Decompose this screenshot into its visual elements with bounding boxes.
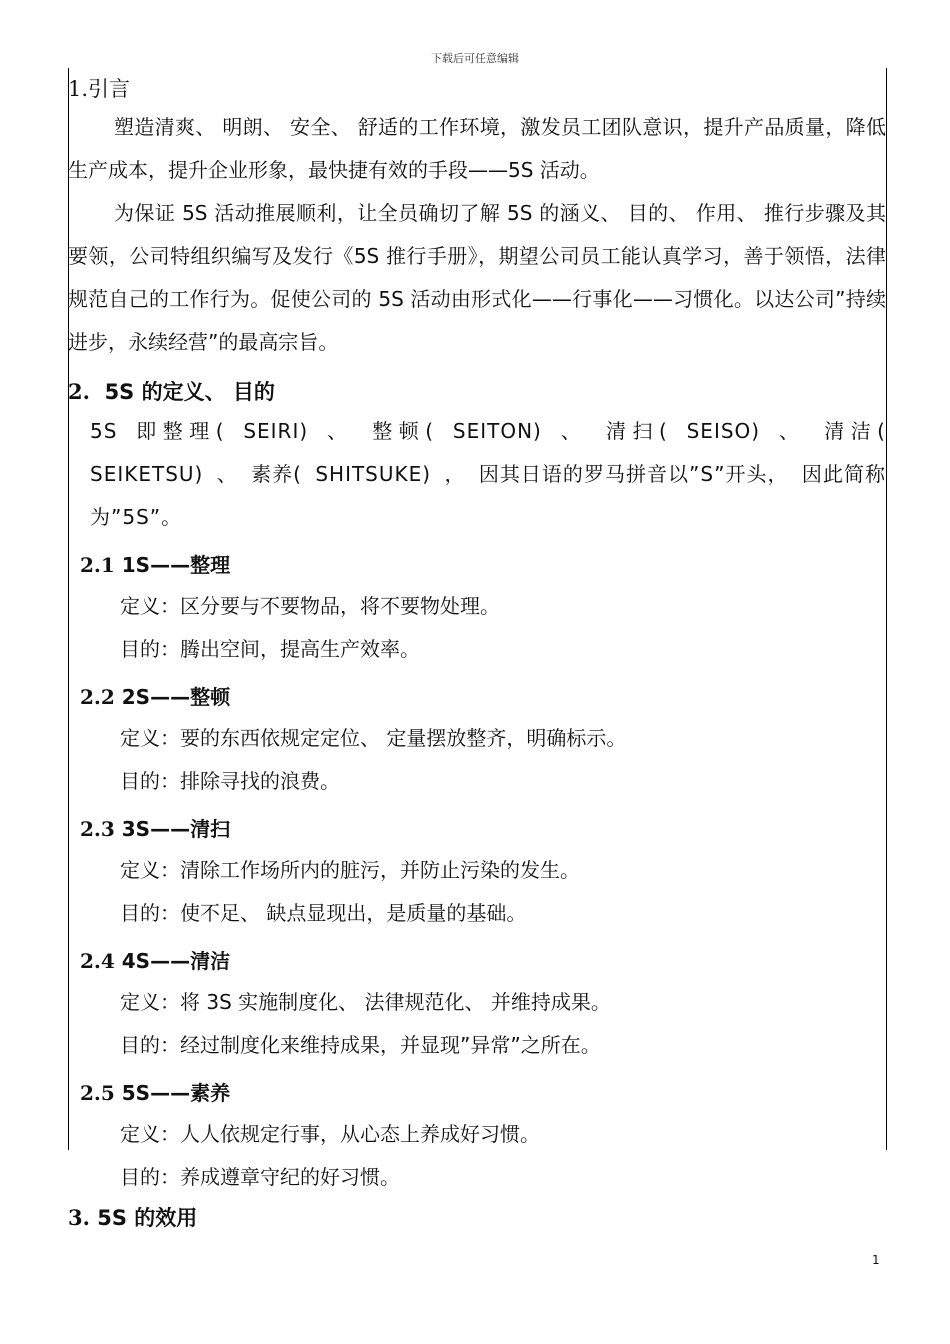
definition-line: 定义：区分要与不要物品，将不要物处理。: [120, 594, 500, 618]
section-3-heading: [68, 1200, 197, 1236]
subsection-number: 2.1: [80, 553, 115, 577]
purpose-line: 目的：腾出空间，提高生产效率。: [120, 637, 420, 661]
subsection-2-1: [68, 545, 886, 671]
definition-line: 定义：人人依规定行事，从心态上养成好习惯。: [120, 1122, 540, 1146]
subsection-heading: [80, 941, 886, 981]
table-right-border: [886, 68, 887, 1150]
subsection-title: 5S——素养: [121, 1081, 231, 1105]
section-2-number: 2.: [68, 379, 90, 404]
section-3-title: 5S 的效用: [97, 1206, 198, 1230]
subsection-heading: [80, 545, 886, 585]
section-1-title: 引言: [88, 77, 131, 101]
subsection-number: 2.2: [80, 685, 115, 709]
page-header: 下载后可任意编辑: [431, 52, 519, 65]
page-number: 1: [872, 1253, 880, 1267]
subsection-2-2: [68, 677, 886, 803]
section-2-heading: [68, 374, 886, 410]
subsection-2-3: [68, 809, 886, 935]
section-2-intro: 5S 即整理( SEIRI) 、 整顿( SEITON) 、 清扫( SEISO) 、 清洁( SEIKETSU) 、 素养( SHITSUKE) ， 因其日语的罗马拼音以”S”开头， 因此简称为”5S”。: [90, 419, 886, 529]
subsection-title: 4S——清洁: [121, 949, 231, 973]
document-body: [68, 72, 886, 1199]
subsection-heading: [80, 809, 886, 849]
subsection-number: 2.4: [80, 949, 115, 973]
intro-paragraph-1: 塑造清爽、 明朗、 安全、 舒适的工作环境，激发员工团队意识，提升产品质量，降低生产成本，提升企业形象，最快捷有效的手段——5S 活动。: [68, 115, 886, 182]
section-3-number: 3.: [68, 1205, 90, 1230]
definition-line: 定义：清除工作场所内的脏污，并防止污染的发生。: [120, 858, 580, 882]
purpose-line: 目的：排除寻找的浪费。: [120, 769, 340, 793]
section-2-title: 5S 的定义、 目的: [104, 380, 275, 404]
section-1-number: 1.: [68, 77, 89, 101]
purpose-line: 目的：养成遵章守纪的好习惯。: [120, 1165, 400, 1189]
subsection-2-4: [68, 941, 886, 1067]
subsection-title: 2S——整顿: [121, 685, 231, 709]
definition-line: 定义：要的东西依规定定位、 定量摆放整齐，明确标示。: [120, 726, 627, 750]
subsection-number: 2.3: [80, 817, 115, 841]
purpose-line: 目的：使不足、 缺点显现出，是质量的基础。: [120, 901, 527, 925]
section-1-heading: [68, 72, 886, 106]
subsection-heading: [80, 677, 886, 717]
subsection-heading: [80, 1073, 886, 1113]
intro-paragraph-2: 为保证 5S 活动推展顺利，让全员确切了解 5S 的涵义、 目的、 作用、 推行步骤及其要领，公司特组织编写及发行《5S 推行手册》，期望公司员工能认真学习，善于领悟，法律规范自己的工作行为。促使公司的 5S 活动由形式化——行事化——习惯化。以达公司”持续进步，永续经营”的最高宗旨。: [68, 201, 886, 354]
purpose-line: 目的：经过制度化来维持成果，并显现”异常”之所在。: [120, 1033, 601, 1057]
subsection-2-5: [68, 1073, 886, 1199]
subsection-number: 2.5: [80, 1081, 115, 1105]
definition-line: 定义：将 3S 实施制度化、 法律规范化、 并维持成果。: [120, 990, 611, 1014]
subsection-title: 1S——整理: [121, 553, 231, 577]
subsection-title: 3S——清扫: [121, 817, 231, 841]
